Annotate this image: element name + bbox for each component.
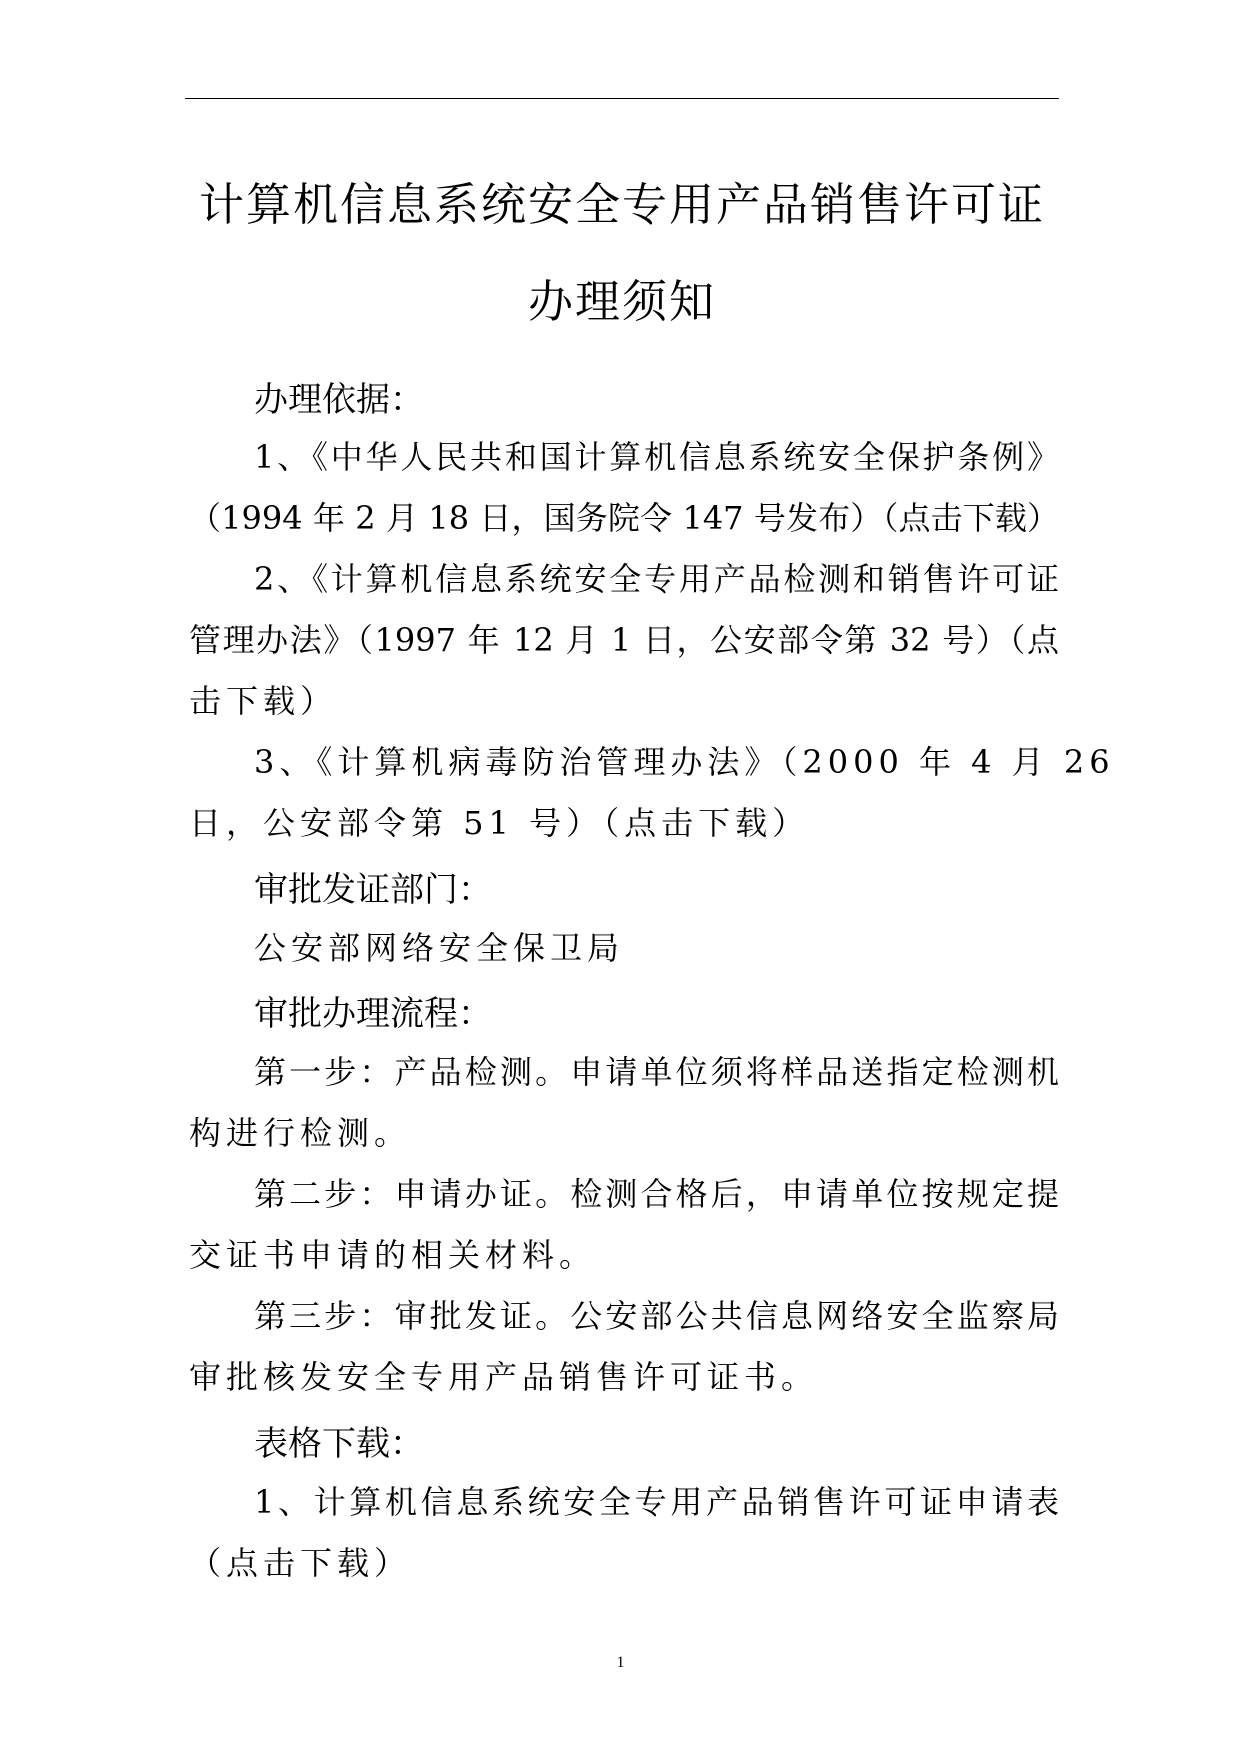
process-step2-line2: 交证书申请的相关材料。 [189, 1236, 597, 1274]
forms-heading: 表格下载： [254, 1424, 424, 1464]
basis-item2-line3[interactable]: 击下载） [189, 682, 338, 720]
forms-item1-line1: 1、计算机信息系统安全专用产品销售许可证申请表 [254, 1483, 1059, 1521]
process-step2-line1: 第二步：申请办证。检测合格后，申请单位按规定提 [254, 1175, 1059, 1213]
document-title-line2: 办理须知 [527, 275, 716, 328]
basis-item3-line2[interactable]: 日，公安部令第 51 号）（点击下载） [189, 804, 810, 842]
process-heading: 审批办理流程： [254, 994, 492, 1034]
process-step3-line1: 第三步：审批发证。公安部公共信息网络安全监察局 [254, 1297, 1059, 1335]
process-step1-line1: 第一步：产品检测。申请单位须将样品送指定检测机 [254, 1053, 1059, 1091]
basis-item2-line2[interactable]: 管理办法》（1997 年 12 月 1 日，公安部令第 32 号）（点 [189, 621, 1059, 659]
process-step1-line2: 构进行检测。 [189, 1114, 412, 1152]
header-rule [185, 98, 1059, 99]
authority-heading: 审批发证部门： [254, 870, 492, 910]
process-step3-line2: 审批核发安全专用产品销售许可证书。 [189, 1358, 819, 1396]
basis-heading: 办理依据： [254, 380, 424, 420]
basis-item1-line2[interactable]: （1994 年 2 月 18 日，国务院令 147 号发布）（点击下载） [189, 499, 1059, 537]
basis-item3-line1: 3、《计算机病毒防治管理办法》（2000 年 4 月 26 [254, 743, 1115, 781]
document-title-line1: 计算机信息系统安全专用产品销售许可证 [198, 178, 1045, 231]
basis-item2-line1: 2、《计算机信息系统安全专用产品检测和销售许可证 [254, 560, 1059, 598]
authority-text: 公安部网络安全保卫局 [254, 929, 625, 967]
page-number: 1 [616, 1654, 625, 1671]
forms-item1-line2[interactable]: （点击下载） [189, 1544, 412, 1582]
basis-item1-line1: 1、《中华人民共和国计算机信息系统安全保护条例》 [254, 438, 1059, 476]
